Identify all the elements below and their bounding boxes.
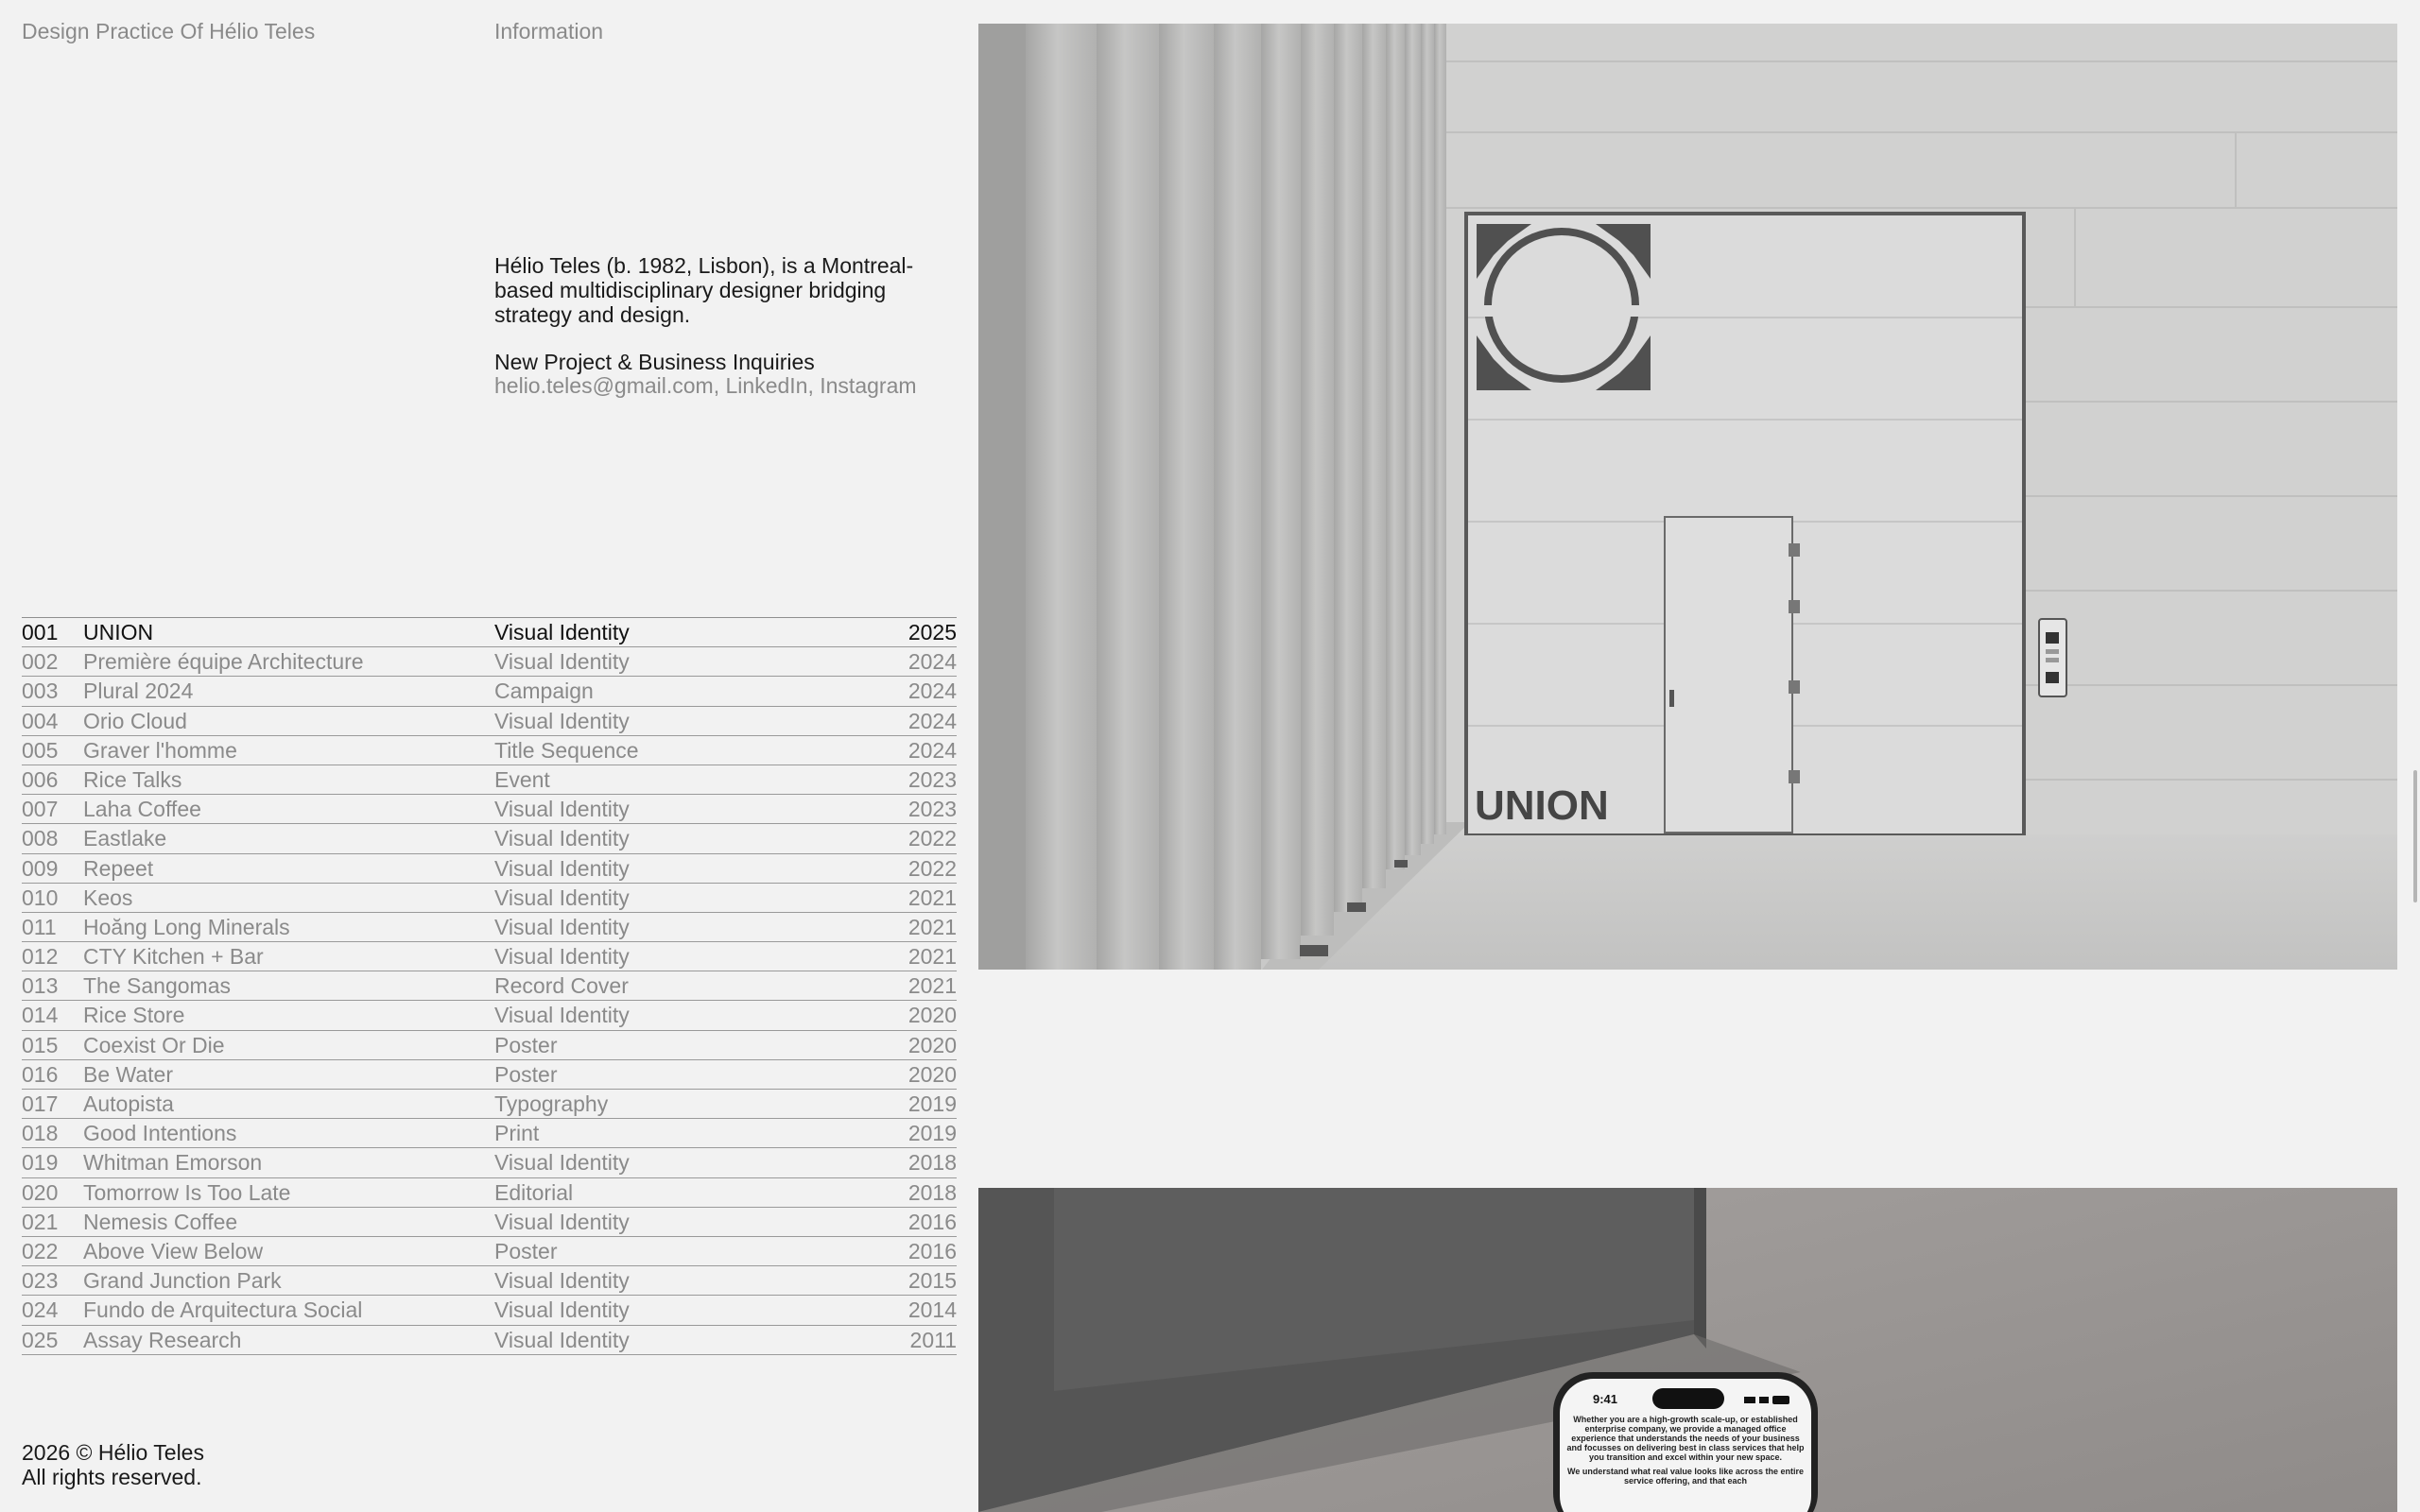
project-category: Visual Identity (494, 1003, 630, 1028)
project-number: 006 (22, 766, 59, 792)
project-year: 2021 (908, 914, 957, 939)
project-year: 2024 (908, 679, 957, 704)
project-name: Above View Below (83, 1238, 264, 1263)
instagram-link[interactable]: Instagram (820, 373, 917, 398)
project-year: 2019 (908, 1121, 957, 1146)
project-category: Visual Identity (494, 1209, 630, 1234)
project-number: 004 (22, 708, 59, 733)
project-category: Print (494, 1121, 540, 1146)
project-year: 2023 (908, 797, 957, 822)
project-year: 2014 (908, 1297, 957, 1323)
project-category: Visual Identity (494, 797, 630, 822)
project-name: Orio Cloud (83, 708, 187, 733)
project-name: Repeet (83, 855, 154, 881)
project-name: Plural 2024 (83, 679, 194, 704)
project-name: Grand Junction Park (83, 1268, 282, 1294)
project-year: 2021 (908, 944, 957, 970)
project-name: Première équipe Architecture (83, 649, 364, 675)
project-category: Visual Identity (494, 620, 630, 644)
project-number: 016 (22, 1061, 59, 1087)
project-year: 2015 (908, 1268, 957, 1294)
project-number: 008 (22, 826, 59, 851)
project-row[interactable] (22, 942, 957, 971)
phone-project-image[interactable] (978, 1188, 2397, 1512)
union-sign-text: UNION (1475, 782, 1609, 829)
phone-paragraph-2: We understand what real value looks like across the entire service offering, and that each (1567, 1467, 1804, 1486)
project-category: Editorial (494, 1179, 574, 1205)
project-category: Visual Identity (494, 855, 630, 881)
project-row[interactable] (22, 677, 957, 706)
project-category: Visual Identity (494, 826, 630, 851)
project-year: 2025 (908, 620, 957, 644)
project-number: 019 (22, 1150, 59, 1176)
project-number: 025 (22, 1327, 59, 1352)
union-project-image[interactable] (978, 24, 2397, 970)
project-year: 2024 (908, 649, 957, 675)
project-name: The Sangomas (83, 973, 231, 999)
phone-mockup-photo (978, 1188, 2397, 1512)
project-number: 005 (22, 737, 59, 763)
project-year: 2018 (908, 1150, 957, 1176)
project-row[interactable] (22, 1178, 957, 1208)
project-name: Good Intentions (83, 1121, 237, 1146)
phone-time: 9:41 (1593, 1392, 1618, 1406)
project-year: 2024 (908, 708, 957, 733)
project-year: 2021 (908, 885, 957, 910)
project-category: Poster (494, 1238, 558, 1263)
project-list (22, 617, 957, 1355)
information-link[interactable]: Information (494, 19, 604, 43)
project-category: Title Sequence (494, 737, 639, 763)
project-year: 2023 (908, 766, 957, 792)
project-number: 021 (22, 1209, 59, 1234)
project-row[interactable] (22, 971, 957, 1001)
project-row[interactable] (22, 884, 957, 913)
project-name: Assay Research (83, 1327, 242, 1352)
project-number: 009 (22, 855, 59, 881)
copyright-text: 2026 © Hélio Teles (22, 1440, 204, 1465)
project-number: 023 (22, 1268, 59, 1294)
project-number: 020 (22, 1179, 59, 1205)
project-row[interactable] (22, 736, 957, 765)
project-category: Poster (494, 1032, 558, 1057)
project-year: 2022 (908, 826, 957, 851)
project-name: Be Water (83, 1061, 174, 1087)
project-number: 011 (22, 914, 57, 939)
project-name: CTY Kitchen + Bar (83, 944, 264, 970)
project-name: Hoăng Long Minerals (83, 914, 290, 939)
project-number: 018 (22, 1121, 59, 1146)
project-category: Visual Identity (494, 885, 630, 910)
project-row[interactable] (22, 1090, 957, 1119)
project-category: Visual Identity (494, 1150, 630, 1176)
project-name: UNION (83, 620, 154, 644)
project-category: Record Cover (494, 973, 629, 999)
project-year: 2019 (908, 1091, 957, 1116)
project-row[interactable] (22, 824, 957, 853)
project-row[interactable] (22, 1148, 957, 1177)
project-number: 007 (22, 797, 59, 822)
project-category: Event (494, 766, 550, 792)
scrollbar-thumb[interactable] (2413, 770, 2417, 902)
project-number: 013 (22, 973, 59, 999)
bio-text: Hélio Teles (b. 1982, Lisbon), is a Montreal-based multidisciplinary designer bridging strategy and design. (494, 253, 914, 327)
project-number: 024 (22, 1297, 59, 1323)
site-title-link[interactable]: Design Practice Of Hélio Teles (22, 19, 316, 43)
project-row[interactable] (22, 707, 957, 736)
phone-paragraph-1: Whether you are a high-growth scale-up, or established enterprise company, we provide a managed office experience that understands the needs of your business and focusses on delivering best in class services that help you transition and excel within your new space. (1566, 1415, 1805, 1462)
project-name: Rice Talks (83, 766, 182, 792)
project-category: Poster (494, 1061, 558, 1087)
project-category: Visual Identity (494, 649, 630, 675)
project-row[interactable] (22, 1001, 957, 1030)
project-year: 2022 (908, 855, 957, 881)
project-name: Graver l'homme (83, 737, 237, 763)
project-row[interactable] (22, 854, 957, 884)
project-name: Nemesis Coffee (83, 1209, 238, 1234)
project-number: 003 (22, 679, 59, 704)
project-name: Eastlake (83, 826, 167, 851)
project-name: Coexist Or Die (83, 1032, 225, 1057)
project-row[interactable] (22, 1031, 957, 1060)
project-category: Visual Identity (494, 914, 630, 939)
linkedin-link[interactable]: LinkedIn (725, 373, 808, 398)
project-row[interactable] (22, 1119, 957, 1148)
project-category: Typography (494, 1091, 609, 1116)
project-row[interactable] (22, 618, 957, 647)
project-name: Whitman Emorson (83, 1150, 263, 1176)
project-category: Visual Identity (494, 708, 630, 733)
project-number: 012 (22, 944, 59, 970)
project-row[interactable] (22, 913, 957, 942)
project-number: 014 (22, 1003, 59, 1028)
union-building-photo (978, 24, 2397, 970)
project-row[interactable] (22, 1060, 957, 1090)
project-name: Keos (83, 885, 133, 910)
project-number: 017 (22, 1091, 59, 1116)
project-row[interactable] (22, 1208, 957, 1237)
project-year: 2020 (908, 1003, 957, 1028)
rights-text: All rights reserved. (22, 1465, 202, 1489)
project-row[interactable] (22, 795, 957, 824)
inquiries-heading: New Project & Business Inquiries (494, 350, 815, 374)
project-year: 2024 (908, 737, 957, 763)
project-year: 2020 (908, 1032, 957, 1057)
project-year: 2021 (908, 973, 957, 999)
footer (22, 1440, 204, 1489)
project-row[interactable] (22, 1237, 957, 1266)
project-number: 001 (22, 620, 59, 644)
project-category: Campaign (494, 679, 594, 704)
project-category: Visual Identity (494, 944, 630, 970)
project-row[interactable] (22, 647, 957, 677)
project-row[interactable] (22, 1266, 957, 1296)
project-year: 2016 (908, 1209, 957, 1234)
project-year: 2020 (908, 1061, 957, 1087)
email-link[interactable]: helio.teles@gmail.com (494, 373, 714, 398)
project-name: Fundo de Arquitectura Social (83, 1297, 363, 1323)
project-number: 022 (22, 1238, 59, 1263)
project-number: 010 (22, 885, 59, 910)
project-year: 2018 (908, 1179, 957, 1205)
project-category: Visual Identity (494, 1297, 630, 1323)
project-category: Visual Identity (494, 1268, 630, 1294)
project-row[interactable] (22, 765, 957, 795)
project-name: Laha Coffee (83, 797, 201, 822)
project-category: Visual Identity (494, 1327, 630, 1352)
contact-links: helio.teles@gmail.com, LinkedIn, Instagram (494, 373, 917, 398)
project-number: 002 (22, 649, 59, 675)
project-year: 2016 (908, 1238, 957, 1263)
project-year: 2011 (909, 1327, 957, 1352)
project-name: Rice Store (83, 1003, 185, 1028)
project-name: Tomorrow Is Too Late (83, 1179, 291, 1205)
project-row[interactable] (22, 1326, 957, 1355)
project-name: Autopista (83, 1091, 174, 1116)
project-number: 015 (22, 1032, 59, 1057)
project-row[interactable] (22, 1296, 957, 1325)
